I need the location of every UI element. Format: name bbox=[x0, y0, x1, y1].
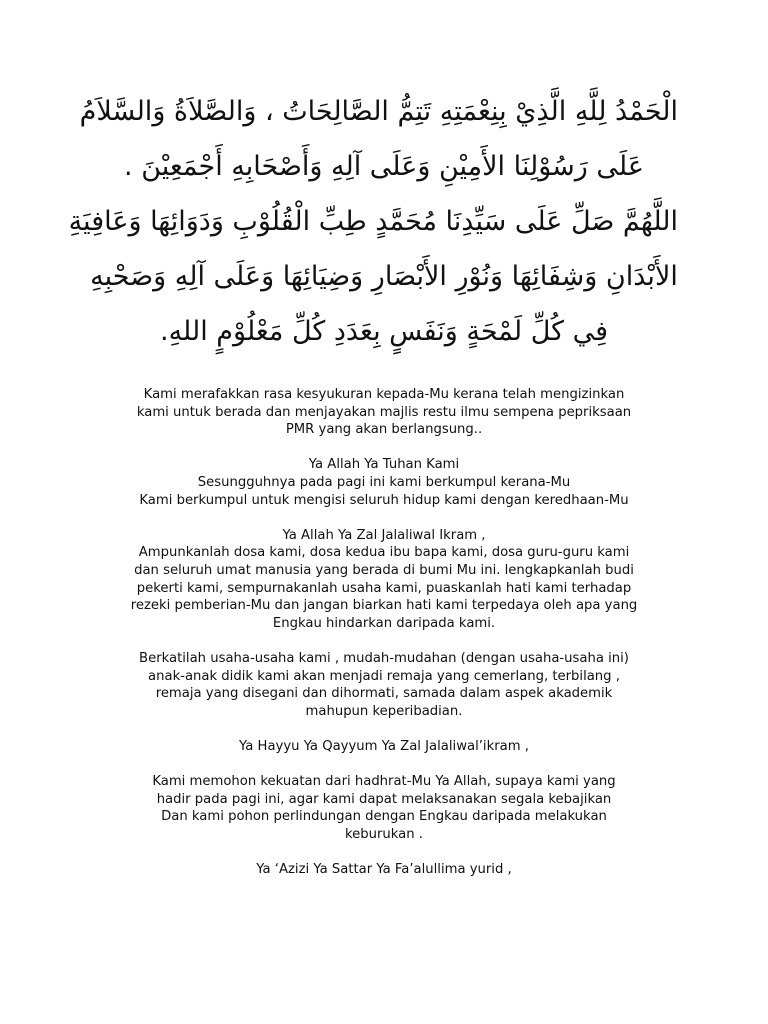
paragraph-gathering bbox=[100, 456, 668, 509]
text-line: Ya ‘Azizi Ya Sattar Ya Fa’alullima yurid , bbox=[256, 862, 512, 878]
paragraph-forgiveness bbox=[100, 527, 668, 633]
text-line: keburukan . bbox=[344, 826, 424, 842]
text-line: Ya Hayyu Ya Qayyum Ya Zal Jalaliwal’ikram , bbox=[239, 738, 529, 754]
text-line: mahupun keperibadian. bbox=[305, 703, 463, 719]
text-line: Kami berkumpul untuk mengisi seluruh hidup kami dengan keredhaan-Mu bbox=[139, 492, 629, 508]
text-line: remaja yang disegani dan dihormati, samada dalam aspek akademik bbox=[155, 686, 613, 702]
text-line: Berkatilah usaha-usaha kami , mudah-mudahan (dengan usaha-usaha ini) bbox=[139, 650, 629, 666]
arabic-line: اللَّهُمَّ صَلِّ عَلَى سَيِّدِنَا مُحَمَّدٍ طِبِّ الْقُلُوْبِ وَدَوَائِهَا وَعَافِيَةِ bbox=[68, 206, 678, 237]
text-line: rezeki pemberian-Mu dan jangan biarkan hati kami terpedaya oleh apa yang bbox=[130, 598, 638, 614]
arabic-line: الأَبْدَانِ وَشِفَائِهَا وَنُوْرِ الأَبْصَارِ وَضِيَائِهَا وَعَلَى آلِهِ وَصَحْبِهِ bbox=[90, 261, 678, 292]
text-line: Dan kami pohon perlindungan dengan Engkau daripada melakukan bbox=[161, 809, 607, 825]
text-line: PMR yang akan berlangsung.. bbox=[285, 422, 483, 438]
paragraph-invocation-azizi bbox=[100, 861, 668, 879]
arabic-invocation bbox=[68, 84, 678, 359]
malay-prayer-text bbox=[100, 386, 668, 896]
paragraph-gratitude bbox=[100, 386, 668, 439]
text-line: hadir pada pagi ini, agar kami dapat melaksanakan segala kebajikan bbox=[156, 791, 612, 807]
paragraph-strength bbox=[100, 773, 668, 843]
text-line: Ya Allah Ya Zal Jalaliwal Ikram , bbox=[282, 527, 486, 543]
text-line: Ampunkanlah dosa kami, dosa kedua ibu bapa kami, dosa guru-guru kami bbox=[138, 545, 630, 561]
text-line: Kami merafakkan rasa kesyukuran kepada-Mu kerana telah mengizinkan bbox=[143, 387, 625, 402]
arabic-line: فِي كُلِّ لَمْحَةٍ وَنَفَسٍ بِعَدَدِ كُلِّ مَعْلُوْمٍ اللهِ. bbox=[159, 316, 609, 347]
paragraph-blessing bbox=[100, 650, 668, 720]
text-line: dan seluruh umat manusia yang berada di bumi Mu ini. lengkapkanlah budi bbox=[134, 562, 634, 578]
arabic-line: الْحَمْدُ لِلَّهِ الَّذِيْ بِنِعْمَتِهِ تَتِمُّ الصَّالِحَاتُ ، وَالصَّلاَةُ وَالسَّلاَمُ bbox=[79, 96, 678, 127]
paragraph-invocation-hayyu bbox=[100, 738, 668, 756]
text-line: Kami memohon kekuatan dari hadhrat-Mu Ya Allah, supaya kami yang bbox=[152, 774, 616, 790]
text-line: kami untuk berada dan menjayakan majlis restu ilmu sempena pepriksaan bbox=[136, 404, 632, 420]
text-line: Ya Allah Ya Tuhan Kami bbox=[308, 457, 460, 473]
text-line: pekerti kami, sempurnakanlah usaha kami, puaskanlah hati kami terhadap bbox=[136, 580, 632, 596]
text-line: anak-anak didik kami akan menjadi remaja yang cemerlang, terbilang , bbox=[148, 668, 620, 684]
text-line: Sesungguhnya pada pagi ini kami berkumpul kerana-Mu bbox=[197, 474, 571, 490]
arabic-line: عَلَى رَسُوْلِنَا الأَمِيْنِ وَعَلَى آلِهِ وَأَصْحَابِهِ أَجْمَعِيْنَ . bbox=[124, 151, 644, 182]
text-line: Engkau hindarkan daripada kami. bbox=[272, 615, 496, 631]
